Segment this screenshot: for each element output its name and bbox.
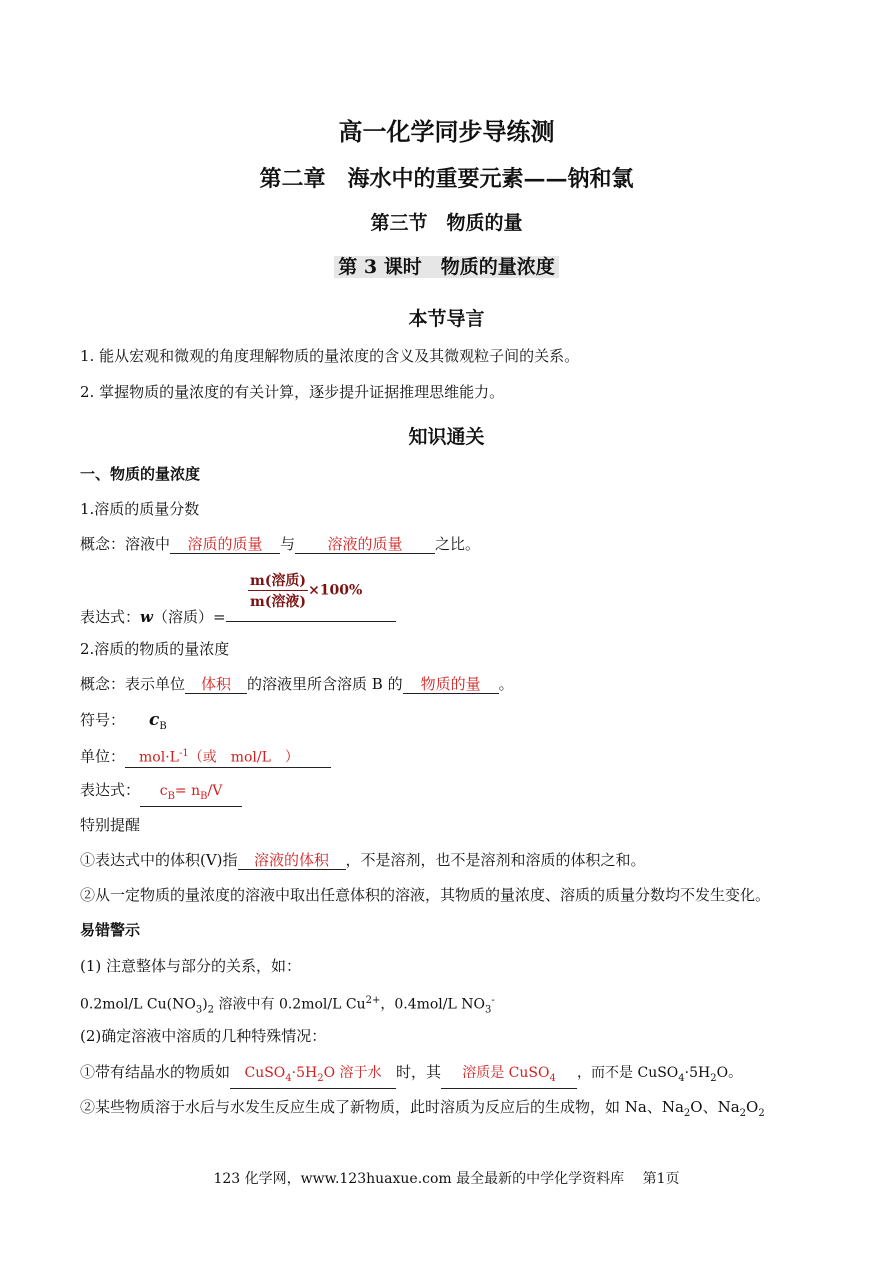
fill-blank-unit bbox=[125, 745, 331, 768]
fill-blank-hydrate bbox=[230, 1064, 396, 1089]
intro-item-2: 2. 掌握物质的量浓度的有关计算，逐步提升证据推理思维能力。 bbox=[80, 383, 505, 401]
mass-fraction-expression bbox=[80, 607, 396, 627]
unit-alt: （或 mol/L ） bbox=[188, 749, 299, 766]
case2-b: O、Na bbox=[690, 1098, 740, 1116]
concept-mid: 与 bbox=[280, 535, 296, 553]
expr-label: 表达式： bbox=[80, 781, 141, 799]
page-footer: 123 化学网，www.123huaxue.com 最全最新的中学化学资料库 第1页 bbox=[213, 1171, 680, 1187]
case2-sub3: 2 bbox=[758, 1108, 765, 1119]
lesson-heading bbox=[0, 252, 893, 279]
special-item-1 bbox=[80, 850, 646, 870]
example-a: 0.2mol/L Cu(NO bbox=[80, 996, 196, 1013]
symbol-label: 符号： bbox=[80, 711, 126, 729]
expr-w: w bbox=[140, 608, 153, 626]
example-sup2: 2+ bbox=[365, 995, 381, 1006]
example-sub2: 2 bbox=[207, 1004, 215, 1016]
fill-blank-solute bbox=[441, 1064, 577, 1089]
molar-conc-expression bbox=[80, 780, 242, 807]
formula-numerator: m(溶质) bbox=[248, 570, 308, 591]
section-heading: 第三节 物质的量 bbox=[370, 212, 523, 234]
unit-value: mol·L bbox=[139, 749, 179, 766]
warning-example bbox=[80, 991, 495, 1020]
concept-prefix: 概念：溶液中 bbox=[80, 535, 171, 553]
expression-blank-line bbox=[226, 621, 396, 622]
symbol-subscript: B bbox=[159, 721, 167, 732]
fill-blank-formula bbox=[140, 782, 242, 807]
unit-sup: -1 bbox=[178, 748, 189, 759]
concept-prefix: 概念：表示单位 bbox=[80, 675, 186, 693]
case1-blank-b-sub: 2 bbox=[317, 1072, 324, 1084]
mass-fraction-concept bbox=[80, 534, 480, 554]
symbol-c: c bbox=[149, 710, 160, 730]
case1-suffix-sub2: 2 bbox=[710, 1073, 717, 1084]
case1-suffix-b: ·5H bbox=[684, 1065, 711, 1081]
item1-suffix: ，不是溶剂，也不是溶剂和溶质的体积之和。 bbox=[345, 851, 646, 869]
warning-case-2 bbox=[80, 1097, 765, 1124]
fill-blank-solute-mass: 溶质的质量 bbox=[170, 535, 280, 554]
case1-mid: 时，其 bbox=[396, 1063, 442, 1081]
case1-blank2-a: 溶质是 CuSO bbox=[462, 1065, 550, 1081]
part1-heading: 一、物质的量浓度 bbox=[80, 465, 201, 483]
warning-item-1: (1) 注意整体与部分的关系，如： bbox=[80, 957, 302, 975]
unit-label: 单位： bbox=[80, 747, 126, 766]
case2-sub1: 2 bbox=[683, 1108, 691, 1119]
warning-title: 易错警示 bbox=[80, 921, 141, 939]
concept-suffix: 之比。 bbox=[435, 535, 481, 553]
molar-conc-symbol bbox=[80, 710, 167, 737]
case2-c: O bbox=[746, 1098, 759, 1116]
mass-fraction-title: 1.溶质的质量分数 bbox=[80, 500, 200, 518]
case2-a: ②某些物质溶于水后与水发生反应生成了新物质，此时溶质为反应后的生成物，如 Na、Na bbox=[80, 1098, 684, 1116]
item1-prefix: ①表达式中的体积(V)指 bbox=[80, 851, 238, 869]
intro-heading: 本节导言 bbox=[408, 308, 485, 330]
formula-times: ×100% bbox=[308, 582, 363, 599]
case1-suffix-a: ，而不是 CuSO bbox=[577, 1065, 679, 1081]
expr-sub-b2: B bbox=[200, 790, 208, 802]
knowledge-heading: 知识通关 bbox=[408, 426, 485, 448]
expr-sub-b: B bbox=[167, 790, 175, 802]
fill-blank-solution-mass: 溶液的质量 bbox=[295, 535, 435, 554]
case1-blank-a: CuSO bbox=[244, 1065, 286, 1081]
example-c: 溶液中有 0.2mol/L Cu bbox=[214, 996, 366, 1013]
fill-blank-amount: 物质的量 bbox=[403, 675, 499, 694]
special-title: 特别提醒 bbox=[80, 816, 141, 834]
case1-suffix-c: O。 bbox=[716, 1065, 743, 1081]
case1-blank-a-sub: 4 bbox=[285, 1072, 292, 1084]
case1-prefix: ①带有结晶水的物质如 bbox=[80, 1063, 231, 1081]
molar-conc-concept bbox=[80, 674, 514, 694]
example-b: ) bbox=[202, 996, 208, 1013]
concept-mid: 的溶液里所含溶质 B 的 bbox=[247, 675, 403, 693]
expr-mid: （溶质）= bbox=[152, 608, 226, 626]
case2-sub2: 2 bbox=[739, 1108, 747, 1119]
expr-c: c bbox=[159, 783, 168, 799]
case1-blank-b: ·5H bbox=[291, 1065, 318, 1081]
fill-blank-solution-volume: 溶液的体积 bbox=[238, 851, 346, 870]
warning-item-2: (2)确定溶液中溶质的几种特殊情况： bbox=[80, 1027, 327, 1045]
concept-suffix: 。 bbox=[498, 675, 514, 693]
special-item-2: ②从一定物质的量浓度的溶液中取出任意体积的溶液，其物质的量浓度、溶质的质量分数均不发生变化。 bbox=[80, 886, 771, 904]
molar-conc-title: 2.溶质的物质的量浓度 bbox=[80, 640, 230, 658]
example-d: ，0.4mol/L NO bbox=[380, 996, 485, 1013]
expr-v: /V bbox=[207, 783, 223, 799]
case1-blank-c: O 溶于水 bbox=[323, 1065, 382, 1081]
intro-item-1: 1. 能从宏观和微观的角度理解物质的量浓度的含义及其微观粒子间的关系。 bbox=[80, 347, 580, 365]
case1-suffix-sub: 4 bbox=[678, 1073, 685, 1084]
fill-blank-volume: 体积 bbox=[185, 675, 247, 694]
expr-prefix: 表达式： bbox=[80, 608, 141, 626]
expr-eq: = n bbox=[174, 783, 201, 799]
case1-blank2-sub: 4 bbox=[549, 1072, 556, 1084]
doc-title: 高一化学同步导练测 bbox=[338, 117, 555, 146]
mass-fraction-formula bbox=[248, 570, 362, 611]
warning-case-1 bbox=[80, 1062, 742, 1089]
example-sub3b: 3 bbox=[484, 1004, 492, 1016]
formula-denominator: m(溶液) bbox=[250, 594, 307, 610]
molar-conc-unit bbox=[80, 745, 331, 768]
example-sub3: 3 bbox=[195, 1004, 203, 1016]
lesson-label: 第 3 课时 物质的量浓度 bbox=[334, 256, 558, 278]
example-sup-minus: - bbox=[491, 995, 495, 1006]
chapter-heading: 第二章 海水中的重要元素——钠和氯 bbox=[259, 166, 634, 192]
